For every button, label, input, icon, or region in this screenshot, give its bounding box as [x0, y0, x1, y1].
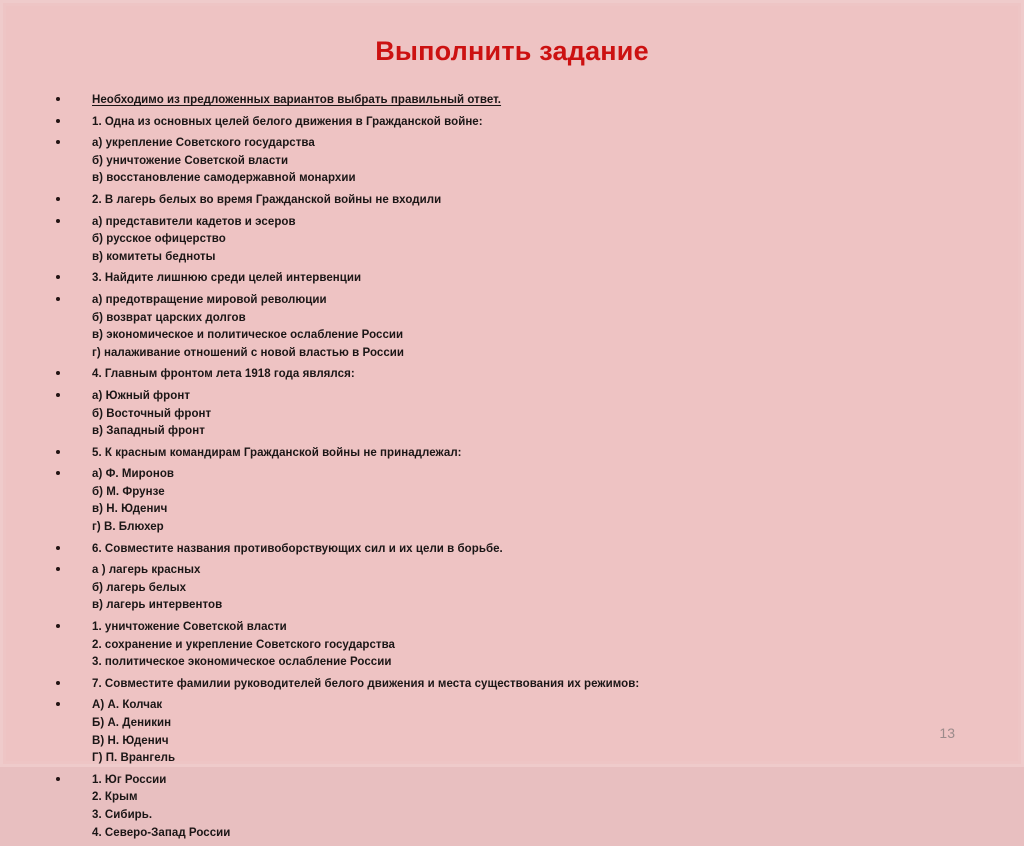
bullet-group	[0, 114, 1024, 132]
text-line: в) лагерь интервентов	[92, 599, 223, 612]
bullet-group	[0, 619, 1024, 672]
bullet-group	[0, 292, 1024, 362]
bullet-point-icon	[56, 450, 60, 454]
bullet-point-icon	[56, 371, 60, 375]
bullet-point-icon	[56, 140, 60, 144]
bullet-group	[0, 270, 1024, 288]
bullet-point-icon	[56, 546, 60, 550]
bullet-point-icon	[56, 275, 60, 279]
text-line: б) М. Фрунзе	[92, 485, 165, 498]
text-line: б) русское офицерство	[92, 233, 226, 246]
text-line: 1. Одна из основных целей белого движения в Гражданской войне:	[92, 115, 483, 128]
bullet-group	[0, 445, 1024, 463]
page-number: 13	[939, 725, 955, 741]
bullet-point-icon	[56, 702, 60, 706]
bullet-group	[0, 676, 1024, 694]
bullet-point-icon	[56, 197, 60, 201]
text-line: Б) А. Деникин	[92, 717, 172, 729]
bullet-group	[0, 466, 1024, 536]
slide-body	[0, 92, 1024, 846]
text-line: а) Ф. Миронов	[92, 468, 175, 481]
bullet-group	[0, 92, 1024, 110]
text-line: в) комитеты бедноты	[92, 250, 216, 263]
bullet-point-icon	[56, 219, 60, 223]
bullet-point-icon	[56, 471, 60, 475]
text-line: Г) П. Врангель	[92, 752, 176, 765]
text-line: б) лагерь белых	[92, 581, 187, 594]
text-line: 3. политическое экономическое ослабление России	[92, 656, 392, 669]
text-line: в) Н. Юденич	[92, 503, 168, 516]
text-line: а) укрепление Советского государства	[92, 137, 315, 150]
bullet-group	[0, 772, 1024, 842]
text-line: а ) лагерь красных	[92, 564, 201, 577]
text-line: 6. Совместите названия противоборствующих сил и их цели в борьбе.	[92, 542, 503, 555]
bullet-group	[0, 214, 1024, 267]
text-line: а) предотвращение мировой революции	[92, 293, 327, 306]
page-title: Выполнить задание	[375, 36, 649, 66]
bullet-group	[0, 562, 1024, 615]
text-line: 4. Северо-Запад России	[92, 826, 231, 839]
text-line: 1. Юг России	[92, 773, 167, 786]
text-line: 1. уничтожение Советской власти	[92, 621, 287, 634]
text-line: А) А. Колчак	[92, 699, 163, 712]
bullet-group	[0, 388, 1024, 441]
text-line: 3. Сибирь.	[92, 808, 153, 821]
text-line: в) Западный фронт	[92, 425, 205, 438]
bullet-group	[0, 135, 1024, 188]
text-line: а) представители кадетов и эсеров	[92, 215, 296, 228]
text-line: 3. Найдите лишнюю среди целей интервенции	[92, 272, 362, 285]
bullet-group	[0, 697, 1024, 767]
text-line: 7. Совместите фамилии руководителей белого движения и места существования их режимов:	[92, 677, 640, 690]
bullet-point-icon	[56, 624, 60, 628]
bullet-group	[0, 192, 1024, 210]
bullet-point-icon	[56, 119, 60, 123]
text-line: б) уничтожение Советской власти	[92, 154, 289, 167]
text-line: в) восстановление самодержавной монархии	[92, 172, 356, 185]
text-line: В) Н. Юденич	[92, 734, 169, 747]
bullet-point-icon	[56, 567, 60, 571]
bullet-point-icon	[56, 97, 60, 101]
text-line: 2. Крым	[92, 791, 138, 804]
text-line: а) Южный фронт	[92, 389, 190, 402]
text-line: б) возврат царских долгов	[92, 311, 246, 324]
text-line: г) налаживание отношений с новой властью в России	[92, 346, 405, 359]
text-line: 4. Главным фронтом лета 1918 года являлся:	[92, 368, 355, 381]
text-line: 2. сохранение и укрепление Советского государства	[92, 638, 396, 651]
bullet-point-icon	[56, 297, 60, 301]
text-line: в) экономическое и политическое ослабление России	[92, 329, 404, 342]
bullet-point-icon	[56, 393, 60, 397]
text-line: г) В. Блюхер	[92, 521, 164, 534]
text-line: 2. В лагерь белых во время Гражданской войны не входили	[92, 193, 442, 206]
text-line: б) Восточный фронт	[92, 407, 212, 420]
bullet-point-icon	[56, 777, 60, 781]
bullet-group	[0, 541, 1024, 559]
bullet-group	[0, 366, 1024, 384]
bullet-point-icon	[56, 681, 60, 685]
text-line: 5. К красным командирам Гражданской войны не принадлежал:	[92, 446, 462, 459]
text-line: Необходимо из предложенных вариантов выбрать правильный ответ.	[92, 94, 502, 106]
